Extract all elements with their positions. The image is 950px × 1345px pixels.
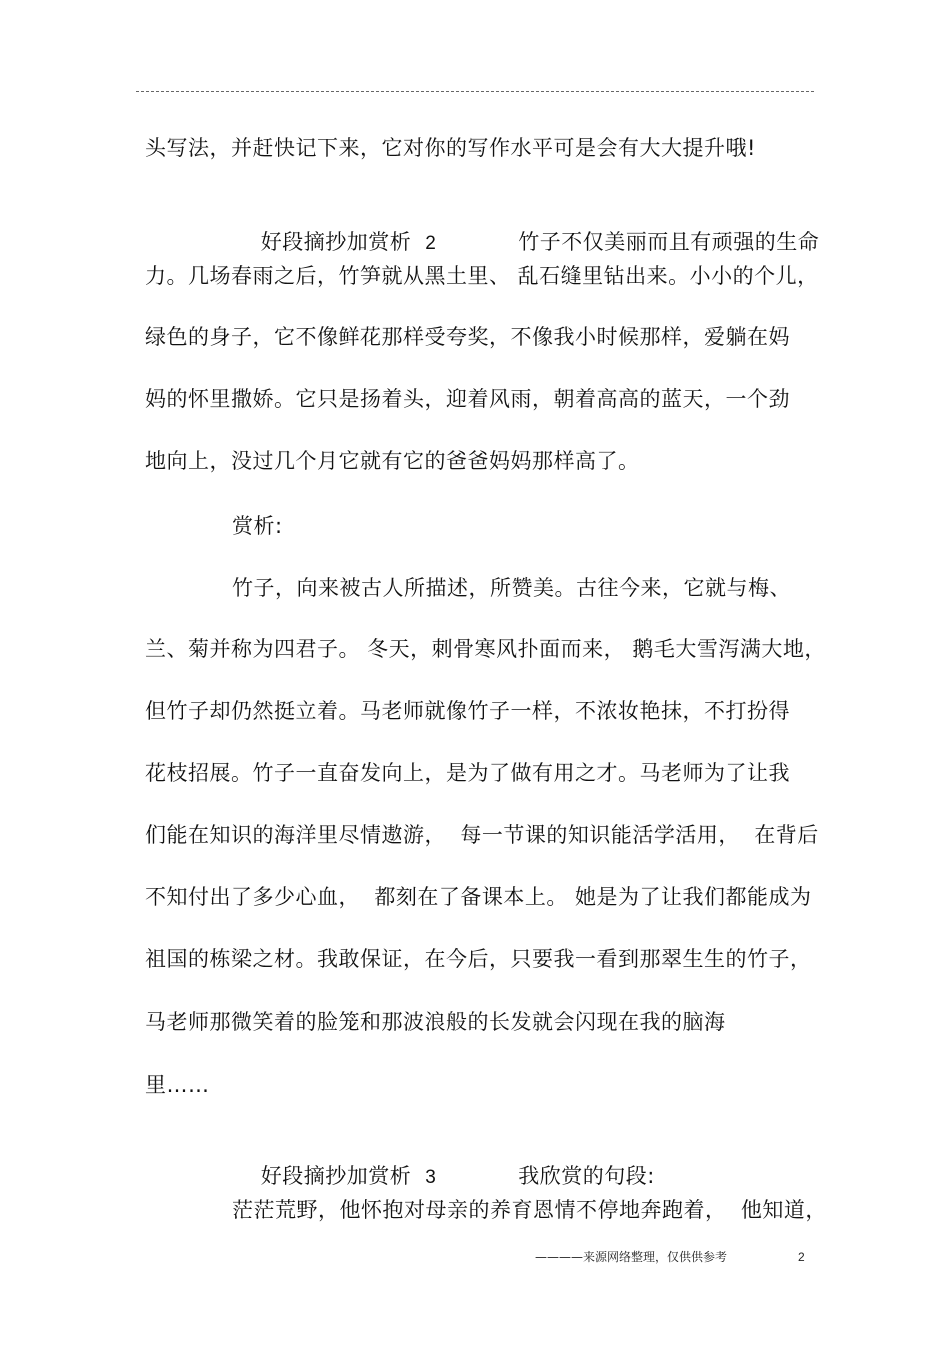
text-line: 马老师那微笑着的脸笼和那波浪般的长发就会闪现在我的脑海 <box>145 1010 726 1034</box>
footer-source: ————来源网络整理，仅供供参考 <box>535 1250 728 1264</box>
text-line: 祖国的栋梁之材。我敢保证，在今后，只要我一看到那翠生生的竹子， <box>145 947 812 971</box>
text-line: 兰、菊并称为四君子。 冬天，刺骨寒风扑面而来， 鹅毛大雪泻满大地， <box>145 637 826 661</box>
text-line: 花枝招展。竹子一直奋发向上，是为了做有用之才。马老师为了让我 <box>145 761 790 785</box>
section-text: 竹子不仅美丽而且有顽强的生命 <box>518 230 820 254</box>
section-number: 3 <box>425 1167 437 1188</box>
section-heading: 好段摘抄加赏析 <box>260 230 412 254</box>
text-line: 们能在知识的海洋里尽情遨游， 每一节课的知识能活学活用， 在背后 <box>145 823 819 847</box>
text-line: 妈的怀里撒娇。它只是扬着头，迎着风雨，朝着高高的蓝天，一个劲 <box>145 387 790 411</box>
text-line: 力。几场春雨之后，竹笋就从黑土里、 乱石缝里钻出来。小小的个儿， <box>145 264 819 288</box>
text-line: 不知付出了多少心血， 都刻在了备课本上。 她是为了让我们都能成为 <box>145 885 812 909</box>
text-line: 茫茫荒野，他怀抱对母亲的养育恩情不停地奔跑着， 他知道， <box>232 1198 827 1222</box>
text-line: 但竹子却仍然挺立着。马老师就像竹子一样，不浓妆艳抹，不打扮得 <box>145 699 790 723</box>
text-line: 赏析: <box>232 514 283 538</box>
header-rule <box>136 91 814 92</box>
section-heading: 好段摘抄加赏析 <box>260 1164 412 1188</box>
section-text: 我欣赏的句段: <box>518 1164 655 1188</box>
text-line: 里…… <box>145 1073 210 1097</box>
text-line: 头写法，并赶快记下来，它对你的写作水平可是会有大大提升哦! <box>145 136 756 160</box>
text-line: 竹子，向来被古人所描述，所赞美。古往今来，它就与梅、 <box>232 576 791 600</box>
text-line: 绿色的身子，它不像鲜花那样受夸奖，不像我小时候那样，爱躺在妈 <box>145 325 790 349</box>
section-number: 2 <box>425 233 437 254</box>
page-number: 2 <box>798 1250 805 1264</box>
text-line: 地向上，没过几个月它就有它的爸爸妈妈那样高了。 <box>145 449 640 473</box>
